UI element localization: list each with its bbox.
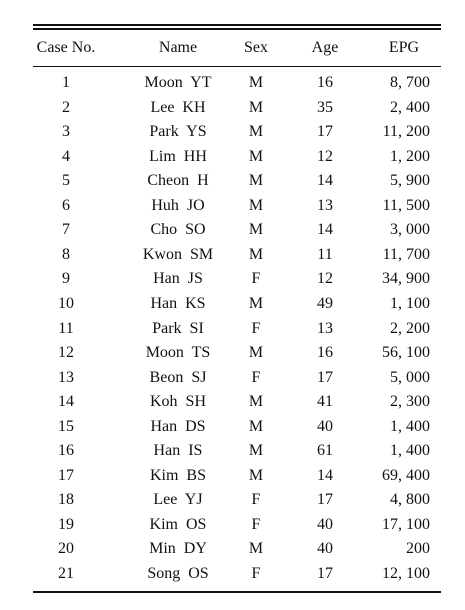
cell-age: 40 [317, 516, 333, 533]
cell-name: Park YS [149, 123, 207, 140]
cell-case-no: 14 [58, 393, 74, 410]
cell-case-no: 13 [58, 369, 74, 386]
cell-age: 11 [317, 246, 333, 263]
cell-sex: M [248, 295, 264, 312]
cell-epg: 2, 400 [390, 99, 430, 116]
cell-epg: 34, 900 [382, 270, 430, 287]
cell-case-no: 16 [58, 442, 74, 459]
cell-epg: 69, 400 [382, 467, 430, 484]
cell-name: Kim OS [149, 516, 207, 533]
cell-name: Kwon SM [142, 246, 214, 263]
cell-age: 41 [317, 393, 333, 410]
cell-age: 14 [317, 221, 333, 238]
cell-sex: M [248, 123, 264, 140]
cell-sex: M [248, 74, 264, 91]
cell-epg: 1, 400 [390, 442, 430, 459]
cell-epg: 1, 400 [390, 418, 430, 435]
cell-name: Kim BS [149, 467, 206, 484]
cell-age: 17 [317, 565, 333, 582]
cell-age: 49 [317, 295, 333, 312]
cell-epg: 11, 200 [382, 123, 430, 140]
cell-epg: 11, 700 [382, 246, 430, 263]
cell-sex: M [248, 540, 264, 557]
cell-case-no: 5 [62, 172, 70, 189]
cell-sex: M [248, 197, 264, 214]
cell-sex: M [248, 246, 264, 263]
cell-name: Han DS [150, 418, 206, 435]
cell-epg: 2, 200 [390, 320, 430, 337]
cell-sex: M [248, 172, 264, 189]
cell-name: Huh JO [151, 197, 205, 214]
cell-age: 14 [317, 467, 333, 484]
cell-case-no: 21 [58, 565, 74, 582]
cell-sex: M [248, 344, 264, 361]
cell-name: Min DY [149, 540, 207, 557]
cell-sex: F [251, 565, 261, 582]
cell-age: 16 [317, 344, 333, 361]
cell-epg: 3, 000 [390, 221, 430, 238]
cell-epg: 1, 200 [390, 148, 430, 165]
cell-epg: 1, 100 [390, 295, 430, 312]
cell-case-no: 10 [58, 295, 74, 312]
cell-age: 17 [317, 123, 333, 140]
cell-epg: 56, 100 [382, 344, 430, 361]
cell-epg: 5, 900 [390, 172, 430, 189]
cell-name: Lee KH [150, 99, 206, 116]
cell-epg: 12, 100 [382, 565, 430, 582]
cell-age: 35 [317, 99, 333, 116]
cell-age: 14 [317, 172, 333, 189]
cell-sex: M [248, 418, 264, 435]
cell-sex: M [248, 99, 264, 116]
cell-age: 12 [317, 148, 333, 165]
cell-case-no: 9 [62, 270, 70, 287]
table-bottom-rule [33, 591, 441, 593]
cell-name: Moon YT [144, 74, 212, 91]
cell-sex: M [248, 148, 264, 165]
cell-case-no: 1 [62, 74, 70, 91]
cell-age: 17 [317, 369, 333, 386]
cell-epg: 11, 500 [382, 197, 430, 214]
cell-case-no: 17 [58, 467, 74, 484]
cell-case-no: 12 [58, 344, 74, 361]
cell-sex: M [248, 393, 264, 410]
cell-epg: 4, 800 [390, 491, 430, 508]
cell-epg: 17, 100 [382, 516, 430, 533]
cell-age: 61 [317, 442, 333, 459]
cell-name: Koh SH [149, 393, 206, 410]
cell-name: Cho SO [150, 221, 206, 238]
cell-sex: M [248, 467, 264, 484]
header-epg: EPG [388, 39, 420, 56]
cell-sex: F [251, 516, 261, 533]
cell-epg: 5, 000 [390, 369, 430, 386]
cell-age: 17 [317, 491, 333, 508]
cell-sex: F [251, 270, 261, 287]
cell-case-no: 3 [62, 123, 70, 140]
cell-case-no: 11 [58, 320, 74, 337]
cell-sex: M [248, 442, 264, 459]
header-sex: Sex [244, 39, 268, 56]
table-top-rule-inner [33, 28, 441, 30]
cell-name: Beon SJ [149, 369, 207, 386]
header-case-no: Case No. [36, 39, 96, 56]
cell-epg: 8, 700 [390, 74, 430, 91]
header-age: Age [311, 39, 339, 56]
cell-case-no: 19 [58, 516, 74, 533]
cell-name: Song OS [147, 565, 209, 582]
cell-name: Han IS [153, 442, 203, 459]
cell-case-no: 18 [58, 491, 74, 508]
cell-name: Cheon H [147, 172, 209, 189]
cell-case-no: 7 [62, 221, 70, 238]
cell-name: Park SI [152, 320, 204, 337]
cell-epg: 200 [406, 540, 430, 557]
cell-case-no: 6 [62, 197, 70, 214]
cell-sex: M [248, 221, 264, 238]
cell-case-no: 2 [62, 99, 70, 116]
cell-case-no: 4 [62, 148, 70, 165]
cell-name: Moon TS [145, 344, 211, 361]
table-top-rule [33, 24, 441, 26]
cell-age: 13 [317, 320, 333, 337]
cell-age: 12 [317, 270, 333, 287]
cell-case-no: 20 [58, 540, 74, 557]
cell-sex: F [251, 491, 261, 508]
cell-age: 40 [317, 418, 333, 435]
cell-name: Han JS [153, 270, 203, 287]
header-name: Name [158, 39, 198, 56]
cell-age: 13 [317, 197, 333, 214]
cell-case-no: 8 [62, 246, 70, 263]
cell-case-no: 15 [58, 418, 74, 435]
cell-sex: F [251, 369, 261, 386]
cell-name: Lim HH [149, 148, 207, 165]
cell-age: 40 [317, 540, 333, 557]
header-divider-rule [33, 66, 441, 67]
cell-name: Han KS [150, 295, 206, 312]
cell-age: 16 [317, 74, 333, 91]
cell-epg: 2, 300 [390, 393, 430, 410]
cell-name: Lee YJ [153, 491, 203, 508]
cell-sex: F [251, 320, 261, 337]
